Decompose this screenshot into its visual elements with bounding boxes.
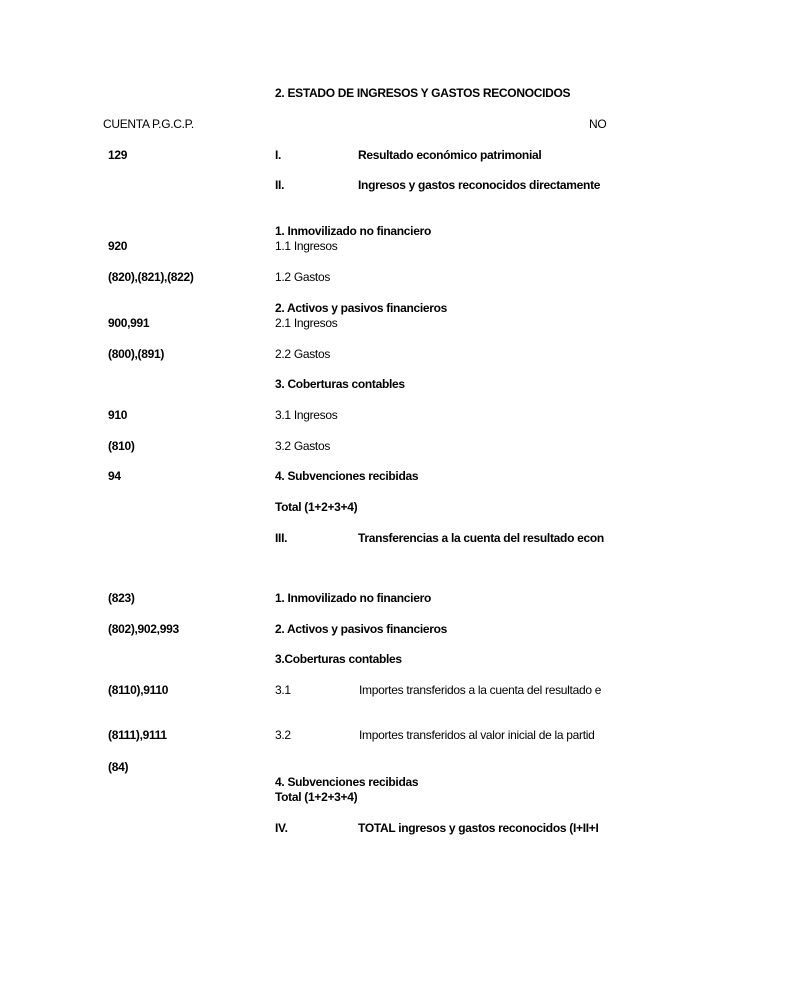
section-heading: 3.Coberturas contables xyxy=(275,652,402,666)
concept-label: 4. Subvenciones recibidas xyxy=(275,775,419,789)
total-label: Total (1+2+3+4) xyxy=(275,790,358,804)
concept-label: 2. Activos y pasivos financieros xyxy=(275,622,448,636)
cuenta-code: 910 xyxy=(108,408,128,422)
concept-label: 2.1 Ingresos xyxy=(275,316,338,330)
concept-label: 1.1 Ingresos xyxy=(275,239,338,253)
concept-label: 3.2 Gastos xyxy=(275,439,331,453)
roman-numeral: II. xyxy=(275,178,285,192)
cuenta-code: 94 xyxy=(108,469,121,483)
concept-label: TOTAL ingresos y gastos reconocidos (I+II+I xyxy=(358,821,599,835)
concept-label: 1. Inmovilizado no financiero xyxy=(275,591,431,605)
concept-label: Transferencias a la cuenta del resultado econ xyxy=(358,531,604,545)
cuenta-code: (800),(891) xyxy=(108,347,165,361)
cuenta-code: (823) xyxy=(108,591,135,605)
concept-label: 1.2 Gastos xyxy=(275,270,331,284)
section-heading: 1. Inmovilizado no financiero xyxy=(275,224,431,238)
cuenta-code: 920 xyxy=(108,239,128,253)
concept-label: Importes transferidos al valor inicial de la partid xyxy=(359,728,595,742)
page-title: 2. ESTADO DE INGRESOS Y GASTOS RECONOCIDOS xyxy=(275,86,571,100)
concept-label: Importes transferidos a la cuenta del resultado e xyxy=(359,683,602,697)
roman-numeral: I. xyxy=(275,148,282,162)
cuenta-code: (8110),9110 xyxy=(108,683,169,697)
concept-label: 3.1 Ingresos xyxy=(275,408,338,422)
cuenta-code: (84) xyxy=(108,760,129,774)
section-heading: 2. Activos y pasivos financieros xyxy=(275,301,448,315)
total-label: Total (1+2+3+4) xyxy=(275,500,358,514)
sub-number: 3.1 xyxy=(275,683,291,697)
column-header-notas: NO xyxy=(589,117,607,131)
concept-label: Ingresos y gastos reconocidos directamente xyxy=(358,178,601,192)
concept-label: Resultado económico patrimonial xyxy=(358,148,542,162)
section-heading: 3. Coberturas contables xyxy=(275,377,405,391)
cuenta-code: (802),902,993 xyxy=(108,622,179,636)
concept-label: 4. Subvenciones recibidas xyxy=(275,469,419,483)
sub-number: 3.2 xyxy=(275,728,291,742)
cuenta-code: (810) xyxy=(108,439,135,453)
concept-label: 2.2 Gastos xyxy=(275,347,331,361)
cuenta-code: 900,991 xyxy=(108,316,150,330)
roman-numeral: III. xyxy=(275,531,288,545)
cuenta-code: (820),(821),(822) xyxy=(108,270,194,284)
cuenta-code: 129 xyxy=(108,148,128,162)
cuenta-code: (8111),9111 xyxy=(108,728,167,742)
roman-numeral: IV. xyxy=(275,821,288,835)
column-header-cuenta: CUENTA P.G.C.P. xyxy=(103,117,194,131)
